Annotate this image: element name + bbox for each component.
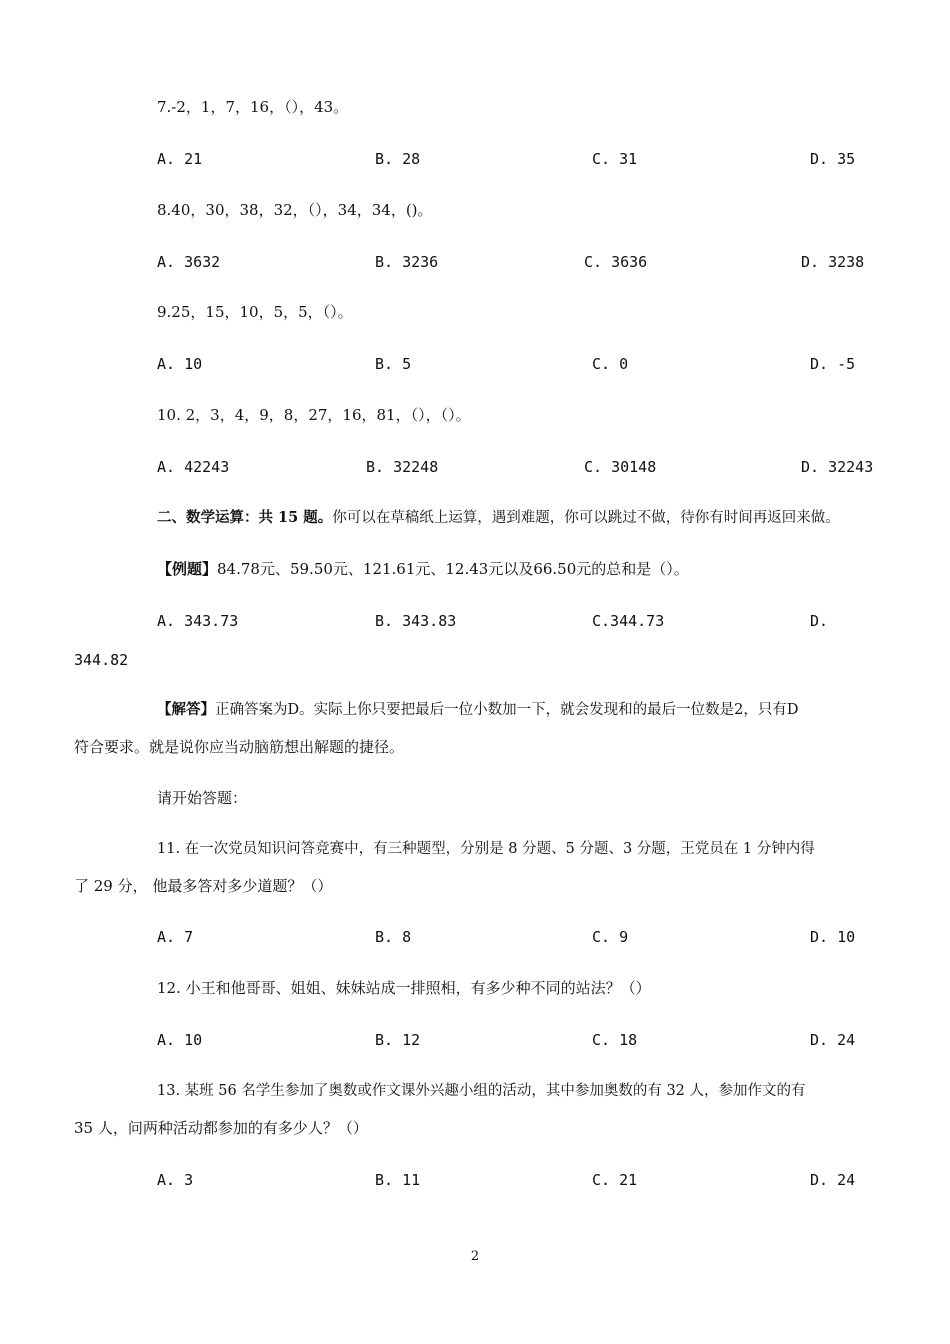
q10-option-c: C. 30148 — [584, 458, 657, 476]
question-11-line-2: 了 29 分， 他最多答对多少道题？（） — [74, 877, 333, 895]
example-option-d: D. — [810, 612, 829, 630]
q11-option-c: C. 9 — [592, 928, 629, 946]
example-option-c: C.344.73 — [592, 612, 665, 630]
answer-line-2: 符合要求。就是说你应当动脑筋想出解题的捷径。 — [74, 738, 405, 756]
question-12: 12. 小王和他哥哥、姐姐、妹妹站成一排照相，有多少种不同的站法？（） — [157, 979, 651, 997]
question-7: 7.-2，1，7，16，（），43。 — [157, 98, 349, 116]
q12-option-d: D. 24 — [810, 1031, 856, 1049]
q7-option-b: B. 28 — [375, 150, 421, 168]
q9-option-a: A. 10 — [157, 355, 203, 373]
start-instruction: 请开始答题： — [157, 789, 248, 807]
question-10: 10. 2，3，4，9，8，27，16，81，（），（）。 — [157, 406, 471, 424]
q10-option-b: B. 32248 — [366, 458, 439, 476]
example-option-b: B. 343.83 — [375, 612, 457, 630]
q12-option-a: A. 10 — [157, 1031, 203, 1049]
q11-option-a: A. 7 — [157, 928, 194, 946]
q13-option-d: D. 24 — [810, 1171, 856, 1189]
q8-option-b: B. 3236 — [375, 253, 439, 271]
q9-option-d: D. -5 — [810, 355, 856, 373]
q8-option-a: A. 3632 — [157, 253, 221, 271]
answer-line-1 — [157, 700, 798, 720]
example-question — [157, 559, 689, 579]
q13-option-b: B. 11 — [375, 1171, 421, 1189]
q11-option-b: B. 8 — [375, 928, 412, 946]
q13-option-c: C. 21 — [592, 1171, 638, 1189]
question-13-line-1: 13. 某班 56 名学生参加了奥数或作文课外兴趣小组的活动，其中参加奥数的有 32 人，参加作文的有 — [157, 1083, 806, 1099]
example-option-d-value: 344.82 — [74, 651, 129, 669]
q10-option-d: D. 32243 — [801, 458, 874, 476]
example-text: 84.78元、59.50元、121.61元、12.43元以及66.50元的总和是（）。 — [217, 560, 689, 578]
section-2-instructions: 你可以在草稿纸上运算，遇到难题，你可以跳过不做，待你有时间再返回来做。 — [332, 510, 840, 526]
q7-option-a: A. 21 — [157, 150, 203, 168]
question-9: 9.25，15，10，5，5，（）。 — [157, 303, 353, 321]
question-11-line-1: 11. 在一次党员知识问答竞赛中，有三种题型，分别是 8 分题、5 分题、3 分题，王党员在 1 分钟内得 — [157, 841, 815, 857]
q9-option-c: C. 0 — [592, 355, 629, 373]
section-2-heading — [157, 508, 840, 528]
q12-option-b: B. 12 — [375, 1031, 421, 1049]
section-2-title: 二、数学运算：共 15 题。 — [157, 509, 333, 526]
q9-option-b: B. 5 — [375, 355, 412, 373]
q13-option-a: A. 3 — [157, 1171, 194, 1189]
q7-option-c: C. 31 — [592, 150, 638, 168]
q7-option-d: D. 35 — [810, 150, 856, 168]
q8-option-d: D. 3238 — [801, 253, 865, 271]
answer-text: 正确答案为D。实际上你只要把最后一位小数加一下，就会发现和的最后一位数是2，只有D — [215, 702, 799, 718]
question-8: 8.40，30，38，32，（），34，34，()。 — [157, 201, 433, 219]
question-13-line-2: 35 人，问两种活动都参加的有多少人？（） — [74, 1119, 368, 1137]
q8-option-c: C. 3636 — [584, 253, 648, 271]
q10-option-a: A. 42243 — [157, 458, 230, 476]
q11-option-d: D. 10 — [810, 928, 856, 946]
q12-option-c: C. 18 — [592, 1031, 638, 1049]
example-label: 【例题】 — [157, 560, 218, 578]
page-number: 2 — [470, 1249, 480, 1264]
example-option-a: A. 343.73 — [157, 612, 239, 630]
answer-label: 【解答】 — [157, 701, 215, 718]
